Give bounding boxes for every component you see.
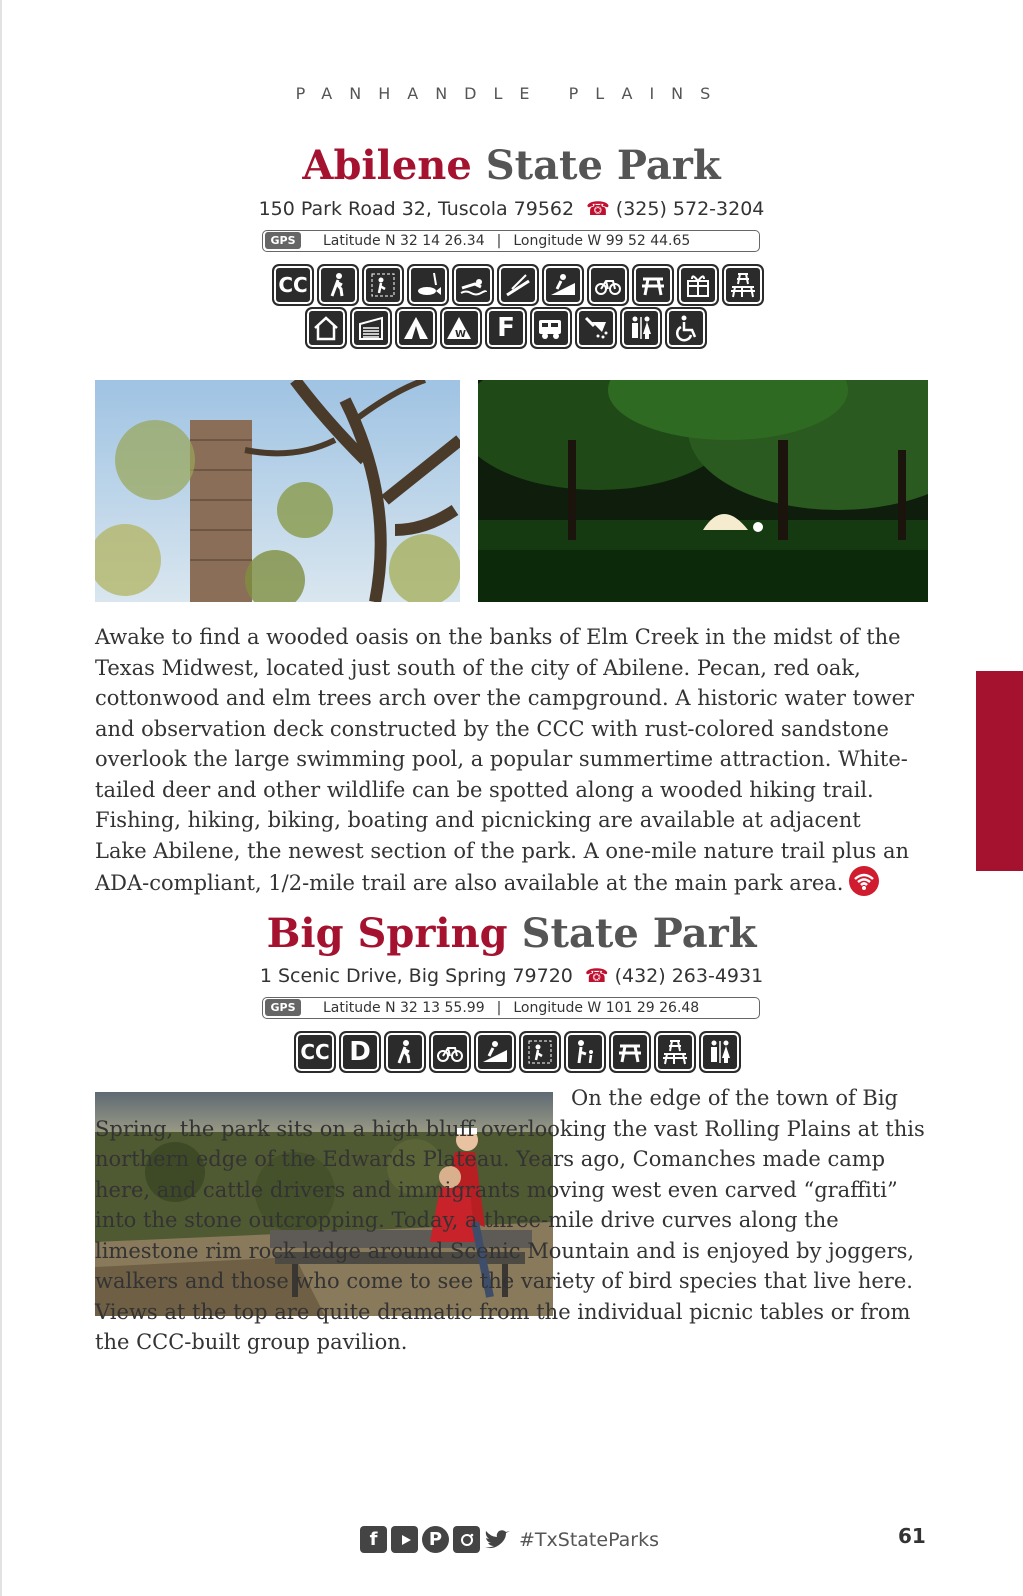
cabin-icon: [305, 307, 347, 349]
photo-water-tower: [95, 380, 460, 602]
gps-coords: [323, 232, 749, 250]
boat-ramp-icon: [497, 264, 539, 306]
park-name-rest: State Park: [485, 142, 721, 189]
section-tab: [976, 671, 1023, 871]
phone-number: (432) 263-4931: [614, 965, 764, 987]
hashtag: #TxStateParks: [519, 1528, 660, 1551]
restroom-icon: [620, 307, 662, 349]
park-title-big-spring: [0, 910, 1023, 958]
boating-icon: [542, 264, 584, 306]
gift-shop-icon: [677, 264, 719, 306]
phone-icon: ☎: [584, 965, 609, 987]
divider: |: [496, 1000, 502, 1016]
tent-icon: [395, 307, 437, 349]
accessible-icon: [665, 307, 707, 349]
park-address-abilene: [0, 198, 1023, 220]
picnic-icon: [609, 1031, 651, 1073]
social-footer: [360, 1526, 659, 1553]
latitude: Latitude N 32 13 55.99: [323, 1000, 485, 1016]
page-edge: [0, 0, 2, 1596]
address-text: 1 Scenic Drive, Big Spring 79720: [259, 965, 573, 987]
gps-coords: [323, 999, 749, 1017]
hiking-icon: [317, 264, 359, 306]
park-name-accent: Big Spring: [266, 910, 508, 957]
description-text: Awake to find a wooded oasis on the banks of Elm Creek in the midst of the Texas Midwest, located just south of the city of Abilene. Pecan, red oak, cottonwood and elm trees arch over the campground. A historic water tower and observation deck constructed by the CCC with rust-colored sandstone overlook the large swimming pool, a popular summertime attraction. White-tailed deer and other wildlife can be spotted along a wooded hiking trail. Fishing, hiking, biking, boating and picnicking are available at adjacent Lake Abilene, the newest section of the park. A one-mile nature trail plus an ADA-compliant, 1/2-mile trail are also available at the main park area.: [95, 625, 915, 895]
nature-trail-icon: [362, 264, 404, 306]
screened-shelter-icon: [350, 307, 392, 349]
svg-text:W: W: [455, 329, 467, 340]
hiking-icon: [384, 1031, 426, 1073]
biking-icon: [587, 264, 629, 306]
youtube-icon[interactable]: [391, 1526, 418, 1553]
group-picnic-icon: [654, 1031, 696, 1073]
gps-badge: GPS: [265, 999, 301, 1016]
ccc-icon: CC: [272, 264, 314, 306]
gps-bar-big-spring: [262, 997, 760, 1019]
fishing-icon: [407, 264, 449, 306]
park-address-big-spring: [0, 965, 1023, 987]
longitude: Longitude W 101 29 26.48: [513, 1000, 700, 1016]
amenity-icons-big-spring: [294, 1031, 741, 1073]
wifi-icon: [849, 866, 879, 896]
shower-icon: [575, 307, 617, 349]
gps-badge: GPS: [265, 232, 301, 249]
full-hookup-icon: F: [485, 307, 527, 349]
park-title-abilene: [0, 142, 1023, 190]
nature-trail-icon: [519, 1031, 561, 1073]
address-text: 150 Park Road 32, Tuscola 79562: [258, 198, 575, 220]
boating-icon: [474, 1031, 516, 1073]
group-picnic-icon: [722, 264, 764, 306]
park-name-rest: State Park: [521, 910, 757, 957]
divider: |: [496, 233, 502, 249]
rv-icon: [530, 307, 572, 349]
biking-icon: [429, 1031, 471, 1073]
hiking-kids-icon: [564, 1031, 606, 1073]
latitude: Latitude N 32 14 26.34: [323, 233, 485, 249]
description-text: On the edge of the town of Big Spring, the park sits on a high bluff overlooking the vast Rolling Plains at this northern edge of the Edwards Plateau. Years ago, Comanches made camp here, and cattle drivers and immigrants moving west even carved “graffiti” into the stone outcropping. Today, a three-mile drive curves along the limestone rim rock ledge around Scenic Mountain and is enjoyed by joggers, walkers and those who come to see the variety of bird species that live here. Views at the top are quite dramatic from the individual picnic tables or from the CCC-built group pavilion.: [95, 1086, 925, 1354]
amenity-icons-abilene-row1: [272, 264, 764, 306]
park-description-abilene: [95, 622, 915, 899]
picnic-icon: [632, 264, 674, 306]
photo-night-campsite: [478, 380, 928, 602]
day-use-icon: D: [339, 1031, 381, 1073]
longitude: Longitude W 99 52 44.65: [513, 233, 691, 249]
page-number: 61: [898, 1524, 926, 1548]
water-hookup-icon: [440, 307, 482, 349]
twitter-icon[interactable]: [484, 1526, 511, 1553]
swimming-icon: [452, 264, 494, 306]
park-name-accent: Abilene: [302, 142, 472, 189]
pinterest-icon[interactable]: P: [422, 1526, 449, 1553]
section-label: PANHANDLE PLAINS: [295, 84, 728, 103]
amenity-icons-abilene-row2: [305, 307, 707, 349]
gps-bar-abilene: [262, 230, 760, 252]
instagram-icon[interactable]: [453, 1526, 480, 1553]
ccc-icon: CC: [294, 1031, 336, 1073]
phone-number: (325) 572-3204: [615, 198, 765, 220]
facebook-icon[interactable]: f: [360, 1526, 387, 1553]
phone-icon: ☎: [586, 198, 610, 220]
restroom-icon: [699, 1031, 741, 1073]
park-description-big-spring: [95, 1083, 925, 1358]
